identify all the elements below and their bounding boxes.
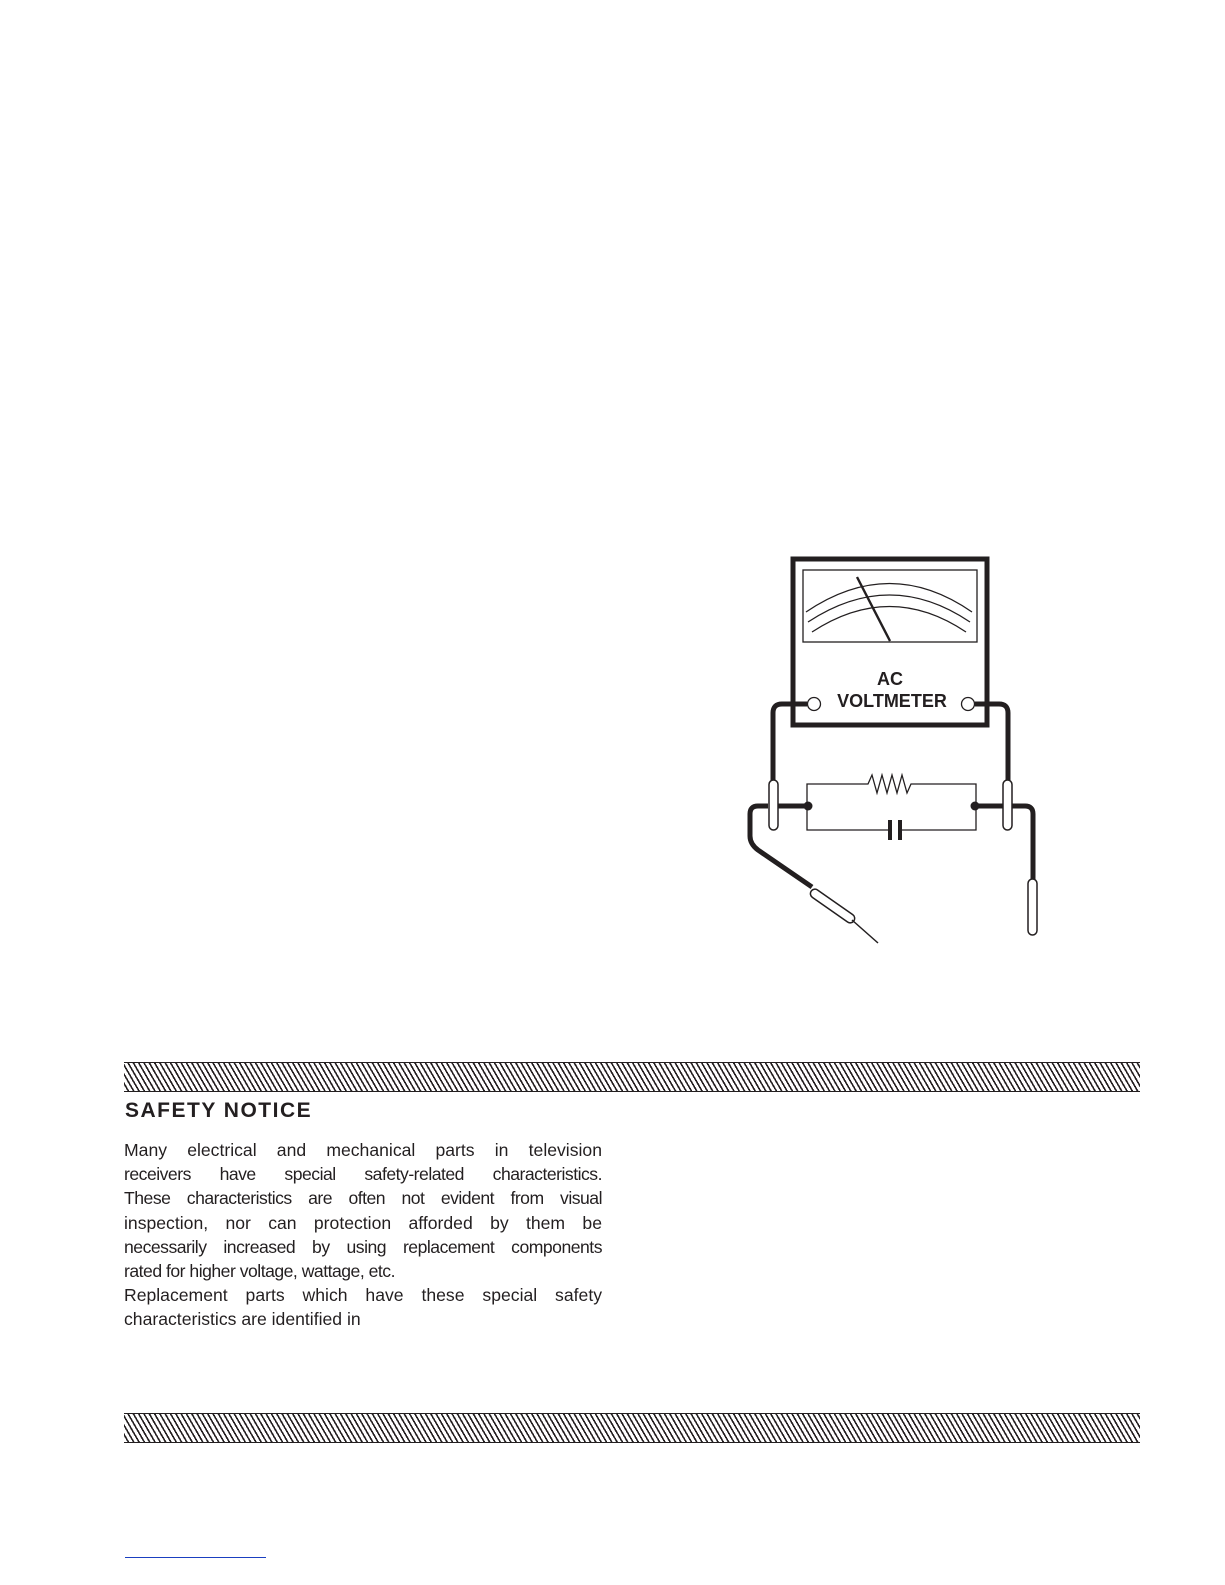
notice-line: Replacement parts which have these special safety: [124, 1285, 602, 1306]
right-ground-connector: [1028, 879, 1037, 935]
notice-line: rated for higher voltage, wattage, etc.: [124, 1260, 395, 1281]
voltmeter-label-voltmeter: VOLTMETER: [837, 691, 947, 711]
left-probe-handle: [809, 887, 857, 924]
right-terminal: [962, 698, 975, 711]
hatched-divider-bottom: [124, 1413, 1140, 1443]
resistor-branch: [807, 775, 976, 806]
hatched-divider-top: [124, 1062, 1140, 1092]
right-junction-dot: [971, 802, 980, 811]
notice-line: These characteristics are often not evident from visual: [124, 1188, 602, 1209]
capacitor-branch-left: [807, 806, 890, 830]
notice-line: inspection, nor can protection afforded by them be: [124, 1212, 602, 1233]
ac-voltmeter-test-diagram: [740, 550, 1050, 950]
left-junction-dot: [804, 802, 813, 811]
notice-line: receivers have special safety-related characteristics.: [124, 1164, 602, 1185]
notice-line: necessarily increased by using replacement components: [124, 1236, 602, 1257]
safety-notice-body: [124, 1138, 602, 1332]
left-probe-tip: [852, 920, 878, 943]
left-probe-cable: [750, 806, 812, 887]
safety-notice-title: SAFETY NOTICE: [125, 1099, 313, 1122]
left-lead-connector: [769, 780, 778, 830]
left-terminal: [808, 698, 821, 711]
notice-line: characteristics are identified in: [124, 1309, 361, 1330]
voltmeter-label-ac: AC: [877, 669, 903, 689]
notice-line: Many electrical and mechanical parts in television: [124, 1140, 602, 1160]
footer-link-underline[interactable]: [125, 1557, 266, 1558]
capacitor-branch-right: [900, 806, 976, 830]
right-ground-cable: [1012, 806, 1033, 880]
right-lead-connector: [1003, 780, 1012, 830]
